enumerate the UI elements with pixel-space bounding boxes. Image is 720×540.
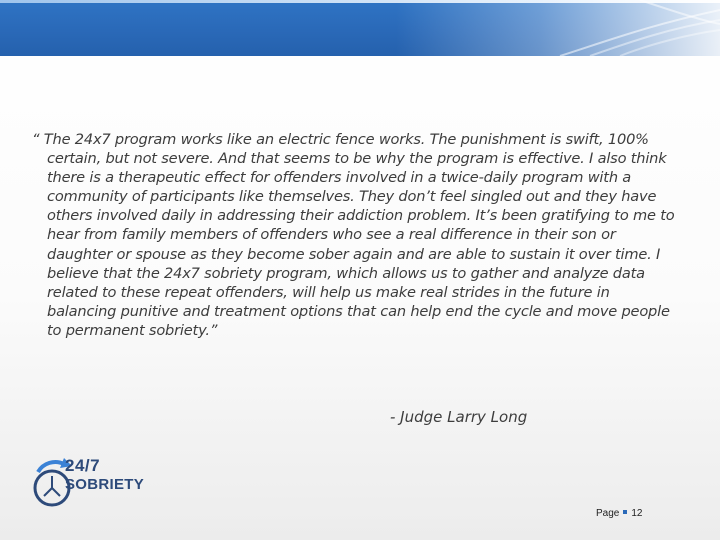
header-band [0, 0, 720, 56]
page-bullet [623, 510, 627, 514]
page-number [596, 508, 642, 519]
quote-attribution: - Judge Larry Long [390, 408, 528, 426]
page-label: Page [596, 508, 620, 519]
logo-line-2: SOBRIETY [65, 476, 145, 493]
quote-text: “ The 24x7 program works like an electric fence works. The punishment is swift, 100% certain, but not severe. And that seems to be why the program is effective. I also think there is a therapeutic effect for offenders involved in a twice-daily program with a community of participants like themselves. They don’t feel singled out and they have others involved daily in addressing their addiction problem. It’s been gratifying to me to hear from family members of offenders who see a real difference in their son or daughter or spouse as they become sober again and are able to sustain it over time. I believe that the 24x7 sobriety program, which allows us to gather and analyze data related to these repeat offenders, will help us make real strides in the future in balancing punitive and treatment options that can help end the cycle and move people to permanent sobriety.” [32, 131, 675, 339]
sobriety-logo [30, 452, 170, 524]
page-number-value: 12 [631, 508, 643, 519]
header-swirl-graphic [0, 0, 720, 56]
logo-line-1: 24/7 [65, 456, 101, 475]
